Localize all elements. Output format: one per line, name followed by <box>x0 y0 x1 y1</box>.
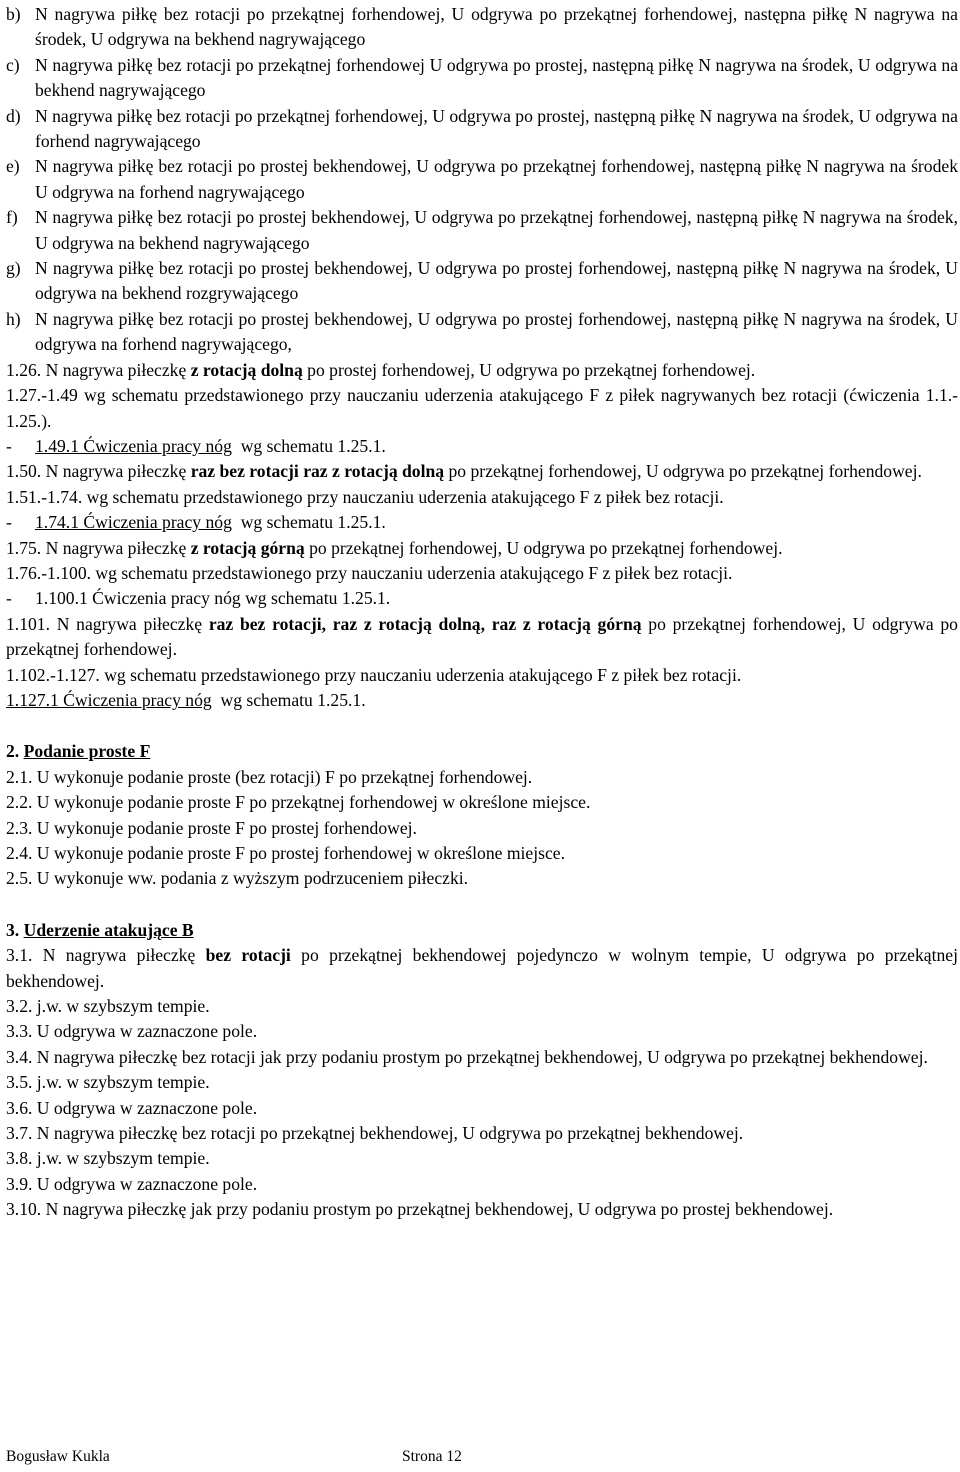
list-item: 2.2. U wykonuje podanie proste F po przekątnej forhendowej w określone miejsce. <box>6 792 591 813</box>
exercise-3-1: 3.1. N nagrywa piłeczkę bez rotacji po przekątnej bekhendowej pojedynczo w wolnym tempie, U odgrywa po przekątnej bekhendowej. <box>6 945 958 991</box>
exercise-1-49-1: - 1.49.1 Ćwiczenia pracy nóg wg schematu 1.25.1. <box>6 435 386 456</box>
list-item: 3.4. N nagrywa piłeczkę bez rotacji jak przy podaniu prostym po przekątnej bekhendowej, U odgrywa po przekątnej bekhendowej. <box>6 1046 928 1067</box>
list-item: 3.7. N nagrywa piłeczkę bez rotacji po przekątnej bekhendowej, U odgrywa po przekątnej bekhendowej. <box>6 1123 744 1144</box>
exercise-1-101: 1.101. N nagrywa piłeczkę raz bez rotacji, raz z rotacją dolną, raz z rotacją górną po przekątnej forhendowej, U odgrywa po przekątnej forhendowej. <box>6 613 958 660</box>
list-item-label: b) <box>6 4 21 24</box>
page-footer <box>6 1447 462 1467</box>
list-item <box>6 104 958 155</box>
list-item-text: N nagrywa piłkę bez rotacji po prostej bekhendowej, U odgrywa po prostej forhendowej, następną piłkę N nagrywa na środek, U odgrywa na bekhend rozgrywającego <box>35 258 958 304</box>
list-item <box>6 53 958 104</box>
list-item: 3.5. j.w. w szybszym tempie. <box>6 1072 210 1093</box>
list-item-label: e) <box>6 156 20 177</box>
section-2-heading: 2. Podanie proste F <box>6 741 151 762</box>
exercise-1-51: 1.51.-1.74. wg schematu przedstawionego przy nauczaniu uderzenia atakującego F z piłek bez rotacji. <box>6 486 724 507</box>
list-item: 3.3. U odgrywa w zaznaczone pole. <box>6 1021 258 1042</box>
emphasis: raz bez rotacji raz z rotacją dolną <box>190 461 445 482</box>
list-item-label: h) <box>6 308 21 329</box>
exercise-1-76: 1.76.-1.100. wg schematu przedstawionego przy nauczaniu uderzenia atakującego F z piłek bez rotacji. <box>6 562 733 583</box>
emphasis: z rotacją górną <box>190 537 305 558</box>
exercise-1-102: 1.102.-1.127. wg schematu przedstawionego przy nauczaniu uderzenia atakującego F z piłek bez rotacji. <box>6 664 742 685</box>
section-3-heading: 3. Uderzenie atakujące B <box>6 919 194 940</box>
author-name: Bogusław Kukla <box>6 1448 110 1465</box>
exercise-1-74-1: - 1.74.1 Ćwiczenia pracy nóg wg schematu 1.25.1. <box>6 512 386 533</box>
list-item-text: N nagrywa piłkę bez rotacji po prostej bekhendowej, U odgrywa po prostej forhendowej, następną piłkę N nagrywa na środek, U odgrywa na forhend nagrywającego, <box>35 308 958 355</box>
list-item-text: N nagrywa piłkę bez rotacji po przekątnej forhendowej U odgrywa po prostej, następną piłkę N nagrywa na środek, U odgrywa na bekhend nagrywającego <box>35 54 958 101</box>
section-2-list <box>6 765 958 892</box>
list-item <box>6 2 958 53</box>
list-item: 2.5. U wykonuje ww. podania z wyższym podrzuceniem piłeczki. <box>6 868 469 889</box>
exercise-1-100-1: - 1.100.1 Ćwiczenia pracy nóg wg schematu 1.25.1. <box>6 588 391 609</box>
section-3-list <box>6 994 958 1223</box>
exercise-1-27: 1.27.-1.49 wg schematu przedstawionego przy nauczaniu uderzenia atakującego F z piłek nagrywanych bez rotacji (ćwiczenia 1.1.- 1.25.). <box>6 385 958 431</box>
list-item-text: N nagrywa piłkę bez rotacji po prostej bekhendowej, U odgrywa po przekątnej forhendowej, następną piłkę N nagrywa na środek U odgrywa na forhend nagrywającego <box>35 156 958 202</box>
list-item: 3.9. U odgrywa w zaznaczone pole. <box>6 1173 258 1194</box>
list-item <box>6 205 958 256</box>
exercise-list <box>6 2 958 358</box>
list-item: 3.2. j.w. w szybszym tempie. <box>6 996 210 1017</box>
list-item-label: f) <box>6 207 18 228</box>
exercise-1-26: 1.26. N nagrywa piłeczkę z rotacją dolną po prostej forhendowej, U odgrywa po przekątnej forhendowej. <box>6 359 756 380</box>
list-item <box>6 154 958 205</box>
list-item-text: N nagrywa piłkę bez rotacji po przekątnej forhendowej, U odgrywa po prostej, następną piłkę N nagrywa na środek, U odgrywa na forhend nagrywającego <box>35 105 958 152</box>
footwork-link: 1.127.1 Ćwiczenia pracy nóg <box>6 689 212 710</box>
list-item-label: c) <box>6 54 20 75</box>
list-item: 3.10. N nagrywa piłeczkę jak przy podaniu prostym po przekątnej bekhendowej, U odgrywa po prostej bekhendowej. <box>6 1199 834 1220</box>
list-item: 2.3. U wykonuje podanie proste F po prostej forhendowej. <box>6 817 417 838</box>
list-item <box>6 256 958 307</box>
list-item: 2.1. U wykonuje podanie proste (bez rotacji) F po przekątnej forhendowej. <box>6 766 533 787</box>
list-item-text: N nagrywa piłkę bez rotacji po przekątnej forhendowej, U odgrywa po przekątnej forhendowej, następna piłkę N nagrywa na środek, U odgrywa na bekhend nagrywającego <box>35 4 958 50</box>
list-item: 3.6. U odgrywa w zaznaczone pole. <box>6 1097 258 1118</box>
page-number: Strona 12 <box>402 1448 462 1465</box>
list-item: 3.8. j.w. w szybszym tempie. <box>6 1148 210 1169</box>
document-page <box>6 2 958 1223</box>
exercise-1-75: 1.75. N nagrywa piłeczkę z rotacją górną po przekątnej forhendowej, U odgrywa po przekątnej forhendowej. <box>6 537 783 558</box>
list-item-label: g) <box>6 258 21 279</box>
list-item: 2.4. U wykonuje podanie proste F po prostej forhendowej w określone miejsce. <box>6 843 565 863</box>
footwork-link: 1.49.1 Ćwiczenia pracy nóg <box>35 435 232 456</box>
emphasis: raz bez rotacji, raz z rotacją dolną, raz z rotacją górną <box>208 613 642 634</box>
list-item-text: N nagrywa piłkę bez rotacji po prostej bekhendowej, U odgrywa po przekątnej forhendowej, następną piłkę N nagrywa na środek, U odgrywa na bekhend nagrywającego <box>35 207 958 253</box>
exercise-1-50: 1.50. N nagrywa piłeczkę raz bez rotacji raz z rotacją dolną po przekątnej forhendowej, U odgrywa po przekątnej forhendowej. <box>6 461 922 482</box>
exercise-1-127-1: 1.127.1 Ćwiczenia pracy nóg wg schematu 1.25.1. <box>6 689 366 710</box>
emphasis: z rotacją dolną <box>190 359 303 380</box>
emphasis: bez rotacji <box>205 945 291 966</box>
list-item <box>6 307 958 358</box>
footwork-link: 1.74.1 Ćwiczenia pracy nóg <box>35 512 232 533</box>
list-item-label: d) <box>6 105 21 126</box>
